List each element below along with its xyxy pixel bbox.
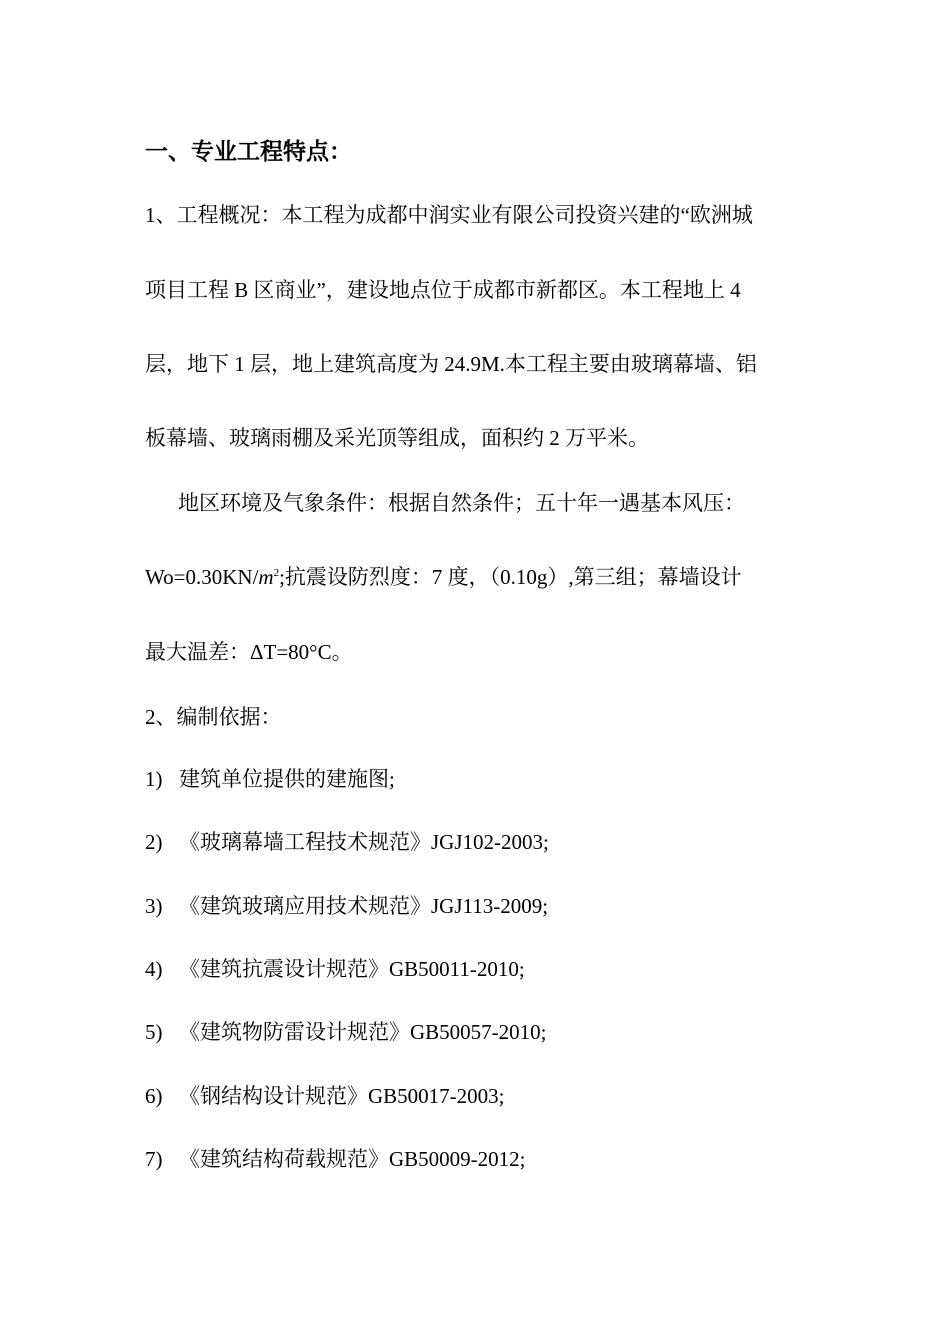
environment-line-1: 地区环境及气象条件：根据自然条件；五十年一遇基本风压： bbox=[178, 491, 745, 515]
basis-item-number: 7) bbox=[145, 1147, 163, 1171]
environment-line-2 bbox=[145, 564, 742, 590]
basis-item-number: 5) bbox=[145, 1020, 163, 1044]
basis-item-text: 《建筑抗震设计规范》GB50011-2010; bbox=[179, 957, 525, 981]
basis-item-number: 4) bbox=[145, 957, 163, 981]
basis-item-text: 《建筑玻璃应用技术规范》JGJ113-2009; bbox=[179, 894, 549, 918]
basis-item-number: 2) bbox=[145, 830, 163, 854]
basis-item-number: 3) bbox=[145, 894, 163, 918]
basis-item bbox=[145, 1019, 547, 1045]
basis-item bbox=[145, 956, 525, 982]
basis-item bbox=[145, 1146, 526, 1172]
basis-item-number: 1) bbox=[145, 767, 163, 791]
basis-item-text: 《建筑结构荷载规范》GB50009-2012; bbox=[179, 1147, 526, 1171]
unit-superscript: 2 bbox=[273, 567, 280, 579]
basis-item bbox=[145, 766, 395, 792]
overview-line-1: 1、工程概况：本工程为成都中润实业有限公司投资兴建的“欧洲城 bbox=[145, 203, 753, 227]
basis-item bbox=[145, 1083, 505, 1109]
basis-item-text: 《建筑物防雷设计规范》GB50057-2010; bbox=[179, 1020, 547, 1044]
basis-item bbox=[145, 829, 549, 855]
overview-line-2: 项目工程 B 区商业”，建设地点位于成都市新都区。本工程地上 4 bbox=[145, 278, 741, 302]
section-heading: 一、专业工程特点： bbox=[145, 139, 352, 164]
environment-line-2-rest: ;抗震设防烈度：7 度，（0.10g）,第三组；幕墙设计 bbox=[279, 565, 742, 589]
overview-line-4: 板幕墙、玻璃雨棚及采光顶等组成，面积约 2 万平米。 bbox=[145, 426, 649, 450]
basis-title: 2、编制依据： bbox=[145, 705, 282, 729]
overview-line-3: 层，地下 1 层，地上建筑高度为 24.9M.本工程主要由玻璃幕墙、铝 bbox=[145, 352, 757, 376]
basis-item-text: 《玻璃幕墙工程技术规范》JGJ102-2003; bbox=[179, 830, 549, 854]
basis-item-number: 6) bbox=[145, 1084, 163, 1108]
basis-item bbox=[145, 893, 548, 919]
unit-symbol: m bbox=[258, 565, 274, 589]
environment-line-3: 最大温差：ΔT=80°C。 bbox=[145, 640, 353, 664]
basis-item-text: 建筑单位提供的建施图; bbox=[179, 767, 395, 791]
wind-pressure-value: Wo=0.30KN/ bbox=[145, 565, 259, 589]
basis-item-text: 《钢结构设计规范》GB50017-2003; bbox=[179, 1084, 505, 1108]
